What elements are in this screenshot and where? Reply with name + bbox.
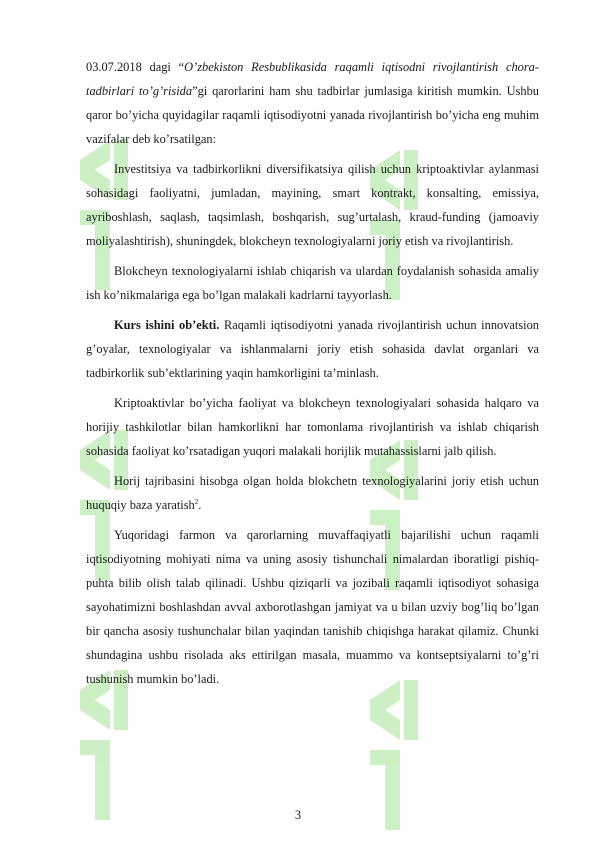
course-object-heading: Kurs ishini ob’ekti. [114, 318, 220, 332]
paragraph-conclusion: Yuqoridagi farmon va qarorlarning muvaffaqiyatli bajarilishi uchun raqamli iqtisodiyotning mohiyati nima va uning asosiy tishunchali nimalardan iboratligi pishiq-puhta bilib olish talab qilinadi. Ushbu qiziqarli va jozibali raqamli iqtisodiyot sohasiga sayohatimizni boshlashdan avval axborotlashgan jamiyat va u bilan uzviy bog’liq bo’lgan bir qancha asosiy tushunchalar bilan yaqindan tanishib chiqishga harakat qilamiz. Chunki shundagina ushbu risolada aks ettirilgan masala, muammo va kontseptsiyalarni to’g’ri tushunish mumkin bo’ladi. [86, 528, 539, 686]
paragraph-course-object [86, 313, 539, 385]
decree-date-text: 03.07.2018 dagi “ [86, 60, 185, 74]
legal-base-end: . [198, 498, 202, 512]
body-text [86, 55, 539, 697]
legal-base-text: Horij tajribasini hisobga olgan holda blokchetn texnologiyalarini joriy etish uchun huquqiy baza yaratish [86, 474, 539, 512]
page-number: 3 [294, 808, 302, 822]
decree-title: O’zbekiston Resbublikasida raqamli iqtisodni rivojlantirish chora-tadbirlari to’g’risida [86, 60, 539, 98]
paragraph-cryptoassets: Kriptoaktivlar bo’yicha faoliyat va blokcheyn texnologiyalari sohasida halqaro va horijiy tashkilotlar bilan hamkorlikni har tomonlama rivojlantirish va ishlab chiqarish sohasida faoliyat ko’rsatadigan yuqori malakali horijlik mutahassislarni jalb qilish. [86, 396, 539, 458]
course-object-text: Raqamli iqtisodiyotni yanada rivojlantirish uchun innovatsion g’oyalar, texnologiyalar va ishlanmalarni joriy etish sohasida davlat organlari va tadbirkorlik sub’ektlarining yaqin hamkorligini ta’minlash. [86, 318, 540, 380]
paragraph-blockchain-training: Blokcheyn texnologiyalarni ishlab chiqarish va ulardan foydalanish sohasida amaliy ish ko’nikmalariga ega bo’lgan malakali kadrlarni tayyorlash. [86, 264, 539, 302]
footnote-reference[interactable]: 2 [194, 497, 199, 506]
decree-continuation: ”gi qarorlarini ham shu tadbirlar jumlasiga kiritish mumkin. Ushbu qaror bo’yicha quyidagilar raqamli iqtisodiyotni yanada rivojlantirish bo’yicha eng muhim vazifalar deb ko’rsatilgan: [86, 84, 539, 146]
paragraph-investment: Investitsiya va tadbirkorlikni diversifikatsiya qilish uchun kriptoaktivlar aylanmasi sohasidagi faoliyatni, jumladan, mayining, smart kontrakt, konsalting, emissiya, ayriboshlash, saqlash, taqsimlash, boshqarish, sug’urtalash, kraud-funding (jamoaviy moliyalashtirish), shuningdek, blokcheyn texnologiyalarni joriy etish va rivojlantirish. [86, 162, 539, 248]
paragraph-decree [86, 55, 539, 151]
paragraph-legal-base [86, 469, 539, 517]
